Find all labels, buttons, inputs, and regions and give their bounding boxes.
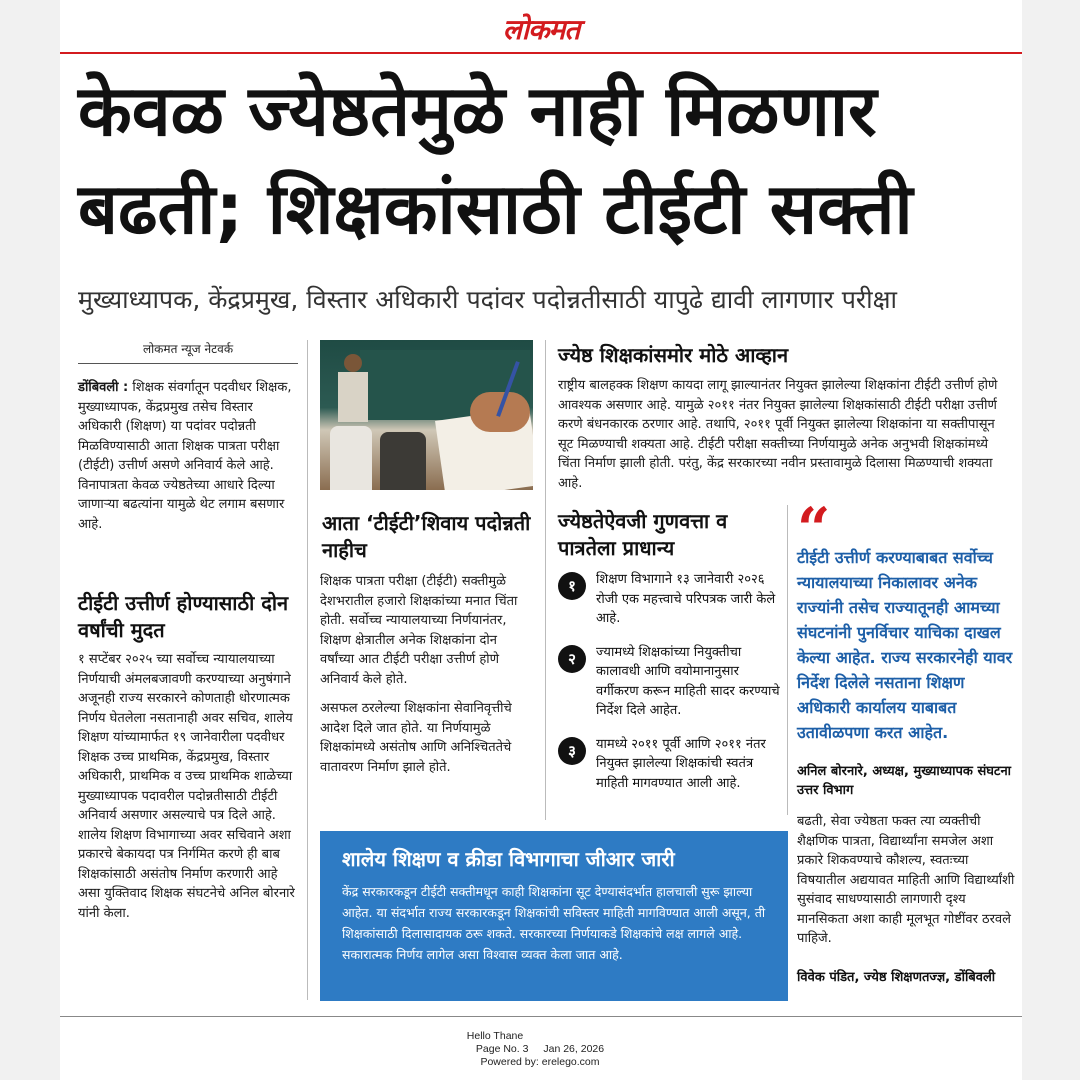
quote-attribution: अनिल बोरनारे, अध्यक्ष, मुख्याध्यापक संघटना उत्तर विभाग <box>797 764 1012 798</box>
right-margin <box>1022 0 1080 1080</box>
col3-subhead-2: ज्येष्ठतेऐवजी गुणवत्ता व पात्रतेला प्राधान्य <box>558 509 728 560</box>
left-margin <box>0 0 60 1080</box>
masthead-rule <box>60 52 1022 54</box>
col1-body: १ सप्टेंबर २०२५ च्या सर्वोच्च न्यायालयाच्या निर्णयाची अंमलबजावणी करण्याच्या अनुषंगाने अजूनही राज्य सरकारने कोणताही धोरणात्मक निर्णय घेतलेला नसतानाही अवर सचिव, शालेय शिक्षण यांच्यामार्फत १९ जानेवारीला पदवीधर शिक्षक उच्च प्राथमिक, केंद्रप्रमुख, विस्तार अधिकारी, प्राथमिक व उच्च प्राथमिक शाळेच्या मुख्याध्यापक पदावरील पदोन्नतीसाठी टीईटी अनिवार्य असणार असल्याचे पत्र दिले आहे. शालेय शिक्षण विभागाच्या अवर सचिवाने अशा प्रकारचे बेकायदा पत्र निर्गमित करणे ही बाब शिक्षकांसाठी असंतोष निर्माण करणारी आहे असा युक्तिवाद शिक्षक संघटनेचे अनिल बोरनारे यांनी केला. <box>78 652 295 921</box>
footer-page-info <box>0 1043 1080 1056</box>
footer-edition: Hello Thane <box>466 1030 524 1042</box>
pull-quote: टीईटी उत्तीर्ण करण्याबाबत सर्वोच्च न्यायालयाच्या निकालावर अनेक राज्यांनी तसेच राज्यातूनही आमच्या संघटनांनी पुनर्विचार याचिका दाखल केल्या आहेत. राज्य सरकारनेही यावर निर्देश दिलेले नसताना शिक्षण अधिकारी कार्यालय याबाबत उतावीळपणा करत आहेत. <box>797 548 1013 742</box>
bottom-rule <box>60 1016 1022 1017</box>
info-box <box>320 831 788 1001</box>
list-item <box>558 570 780 629</box>
page-footer <box>0 1030 1080 1069</box>
column-divider <box>307 340 308 1000</box>
col2-para: असफल ठरलेल्या शिक्षकांना सेवानिवृत्तीचे आदेश दिले जात होते. या निर्णयामुळे शिक्षकांमध्ये असंतोष आणि अनिश्चिततेचे वातावरण निर्माण झाले होते. <box>320 701 512 775</box>
col1-subhead: टीईटी उत्तीर्ण होण्यासाठी दोन वर्षांची मुदत <box>78 591 289 642</box>
headline: केवळ ज्येष्ठतेमुळे नाही मिळणार बढती; शिक्षकांसाठी टीईटी सक्ती <box>78 70 913 250</box>
lead-text: शिक्षक संवर्गातून पदवीधर शिक्षक, मुख्याध्यापक, केंद्रप्रमुख तसेच विस्तार अधिकारी (शिक्षण) या पदांवर पदोन्नती मिळविण्यासाठी आता शिक्षक पात्रता परीक्षा (टीईटी) उत्तीर्ण असणे अनिवार्य केले आहे. विनापात्रता केवळ ज्येष्ठतेच्या आधारे दिल्या जाणाऱ्या बढत्यांना यामुळे थेट लगाम बसणार आहे. <box>78 380 292 532</box>
student-figure <box>330 426 372 490</box>
column-divider <box>545 340 546 820</box>
classroom-photo <box>320 340 533 490</box>
numbered-points <box>558 570 780 807</box>
col2-body <box>320 572 534 787</box>
col2-para: शिक्षक पात्रता परीक्षा (टीईटी) सक्तीमुळे देशभरातील हजारो शिक्षकांच्या मनात चिंता होती. सर्वोच्च न्यायालयाच्या निर्णयानंतर, शिक्षण क्षेत्रातील अनेक शिक्षकांना दोन वर्षांच्या आत टीईटी परीक्षा उत्तीर्ण होणे अनिवार्य केले होते. <box>320 574 518 687</box>
point-text: ज्यामध्ये शिक्षकांच्या नियुक्तीचा कालावधी आणि वयोमानानुसार वर्गीकरण करून माहिती सादर करण्याचे निर्देश दिले आहेत. <box>596 644 780 718</box>
lead-paragraph <box>78 378 300 534</box>
subheadline: मुख्याध्यापक, केंद्रप्रमुख, विस्तार अधिकारी पदांवर पदोन्नतीसाठी यापुढे द्यावी लागणार परीक्षा <box>78 285 898 314</box>
info-box-title: शालेय शिक्षण व क्रीडा विभागाचा जीआर जारी <box>342 847 675 871</box>
footer-powered: Powered by: erelego.com <box>480 1056 600 1068</box>
quote-icon: “ <box>797 495 831 563</box>
student-figure <box>380 432 426 490</box>
column-divider <box>787 505 788 815</box>
teacher-figure-body <box>338 372 368 422</box>
newspaper-page <box>60 0 1022 1080</box>
masthead-logo: लोकमत <box>502 13 580 46</box>
byline: लोकमत न्यूज नेटवर्क <box>78 340 298 364</box>
col2-subhead: आता ‘टीईटी’शिवाय पदोन्नती नाहीच <box>322 511 531 562</box>
col4-body: बढती, सेवा ज्येष्ठता फक्त त्या व्यक्तीची शैक्षणिक पात्रता, विद्यार्थ्यांना समजेल अशा प्रकारे शिकवण्याचे कौशल्य, स्वतःच्या विषयातील अद्ययावत माहिती आणि विद्यार्थ्यांशी सुसंवाद साधण्यासाठी लागणारी दृश्य मानसिकता अशा काही मूलभूत गोष्टींवर ठरवले पाहिजे. <box>797 814 1015 946</box>
footer-date: Jan 26, 2026 <box>543 1043 605 1055</box>
list-item <box>558 643 780 721</box>
teacher-figure <box>344 354 362 372</box>
number-badge: १ <box>558 572 586 600</box>
list-item <box>558 735 780 794</box>
number-badge: ३ <box>558 737 586 765</box>
point-text: यामध्ये २०११ पूर्वी आणि २०११ नंतर नियुक्त झालेल्या शिक्षकांची स्वतंत्र माहिती मागवण्यात आली आहे. <box>596 736 766 791</box>
col3-body: राष्ट्रीय बालहक्क शिक्षण कायदा लागू झाल्यानंतर नियुक्त झालेल्या शिक्षकांना टीईटी उत्तीर्ण होणे आवश्यक असणार आहे. यामुळे २०११ नंतर नियुक्त झालेल्या शिक्षकांसाठी टीईटी परीक्षा उत्तीर्ण करणे बंधनकारक ठरणार आहे. तथापि, २०११ पूर्वी नियुक्त झालेल्या शिक्षकांना या सक्तीपासून सूट मिळण्याची शक्यता आहे. टीईटी परीक्षा सक्तीच्या निर्णयामुळे अनेक अनुभवी शिक्षकांमध्ये चिंता निर्माण झाली होती. परंतु, केंद्र सरकारच्या नवीन प्रस्तावामुळे दिलासा मिळण्याची शक्यता आहे. <box>558 378 998 491</box>
col4-attribution: विवेक पंडित, ज्येष्ठ शिक्षणतज्ज्ञ, डोंबिवली <box>797 970 996 985</box>
masthead <box>60 10 1022 50</box>
col3-subhead: ज्येष्ठ शिक्षकांसमोर मोठे आव्हान <box>558 343 789 367</box>
point-text: शिक्षण विभागाने १३ जानेवारी २०२६ रोजी एक महत्त्वाचे परिपत्रक जारी केले आहे. <box>596 572 776 626</box>
dateline: डोंबिवली : <box>78 380 129 395</box>
number-badge: २ <box>558 645 586 673</box>
info-box-body: केंद्र सरकारकडून टीईटी सक्तीमधून काही शिक्षकांना सूट देण्यासंदर्भात हालचाली सुरू झाल्या आहेत. या संदर्भात राज्य सरकारकडून शिक्षकांची सविस्तर माहिती मागविण्यात आली असून, ती शिक्षकांसाठी दिलासादायक ठरू शकते. सरकारच्या निर्णयाकडे शिक्षकांचे लक्ष लागले आहे. सकारात्मक निर्णय लागेल असा विश्वास व्यक्त केला जात आहे. <box>342 884 766 962</box>
footer-page: Page No. 3 <box>475 1043 529 1055</box>
